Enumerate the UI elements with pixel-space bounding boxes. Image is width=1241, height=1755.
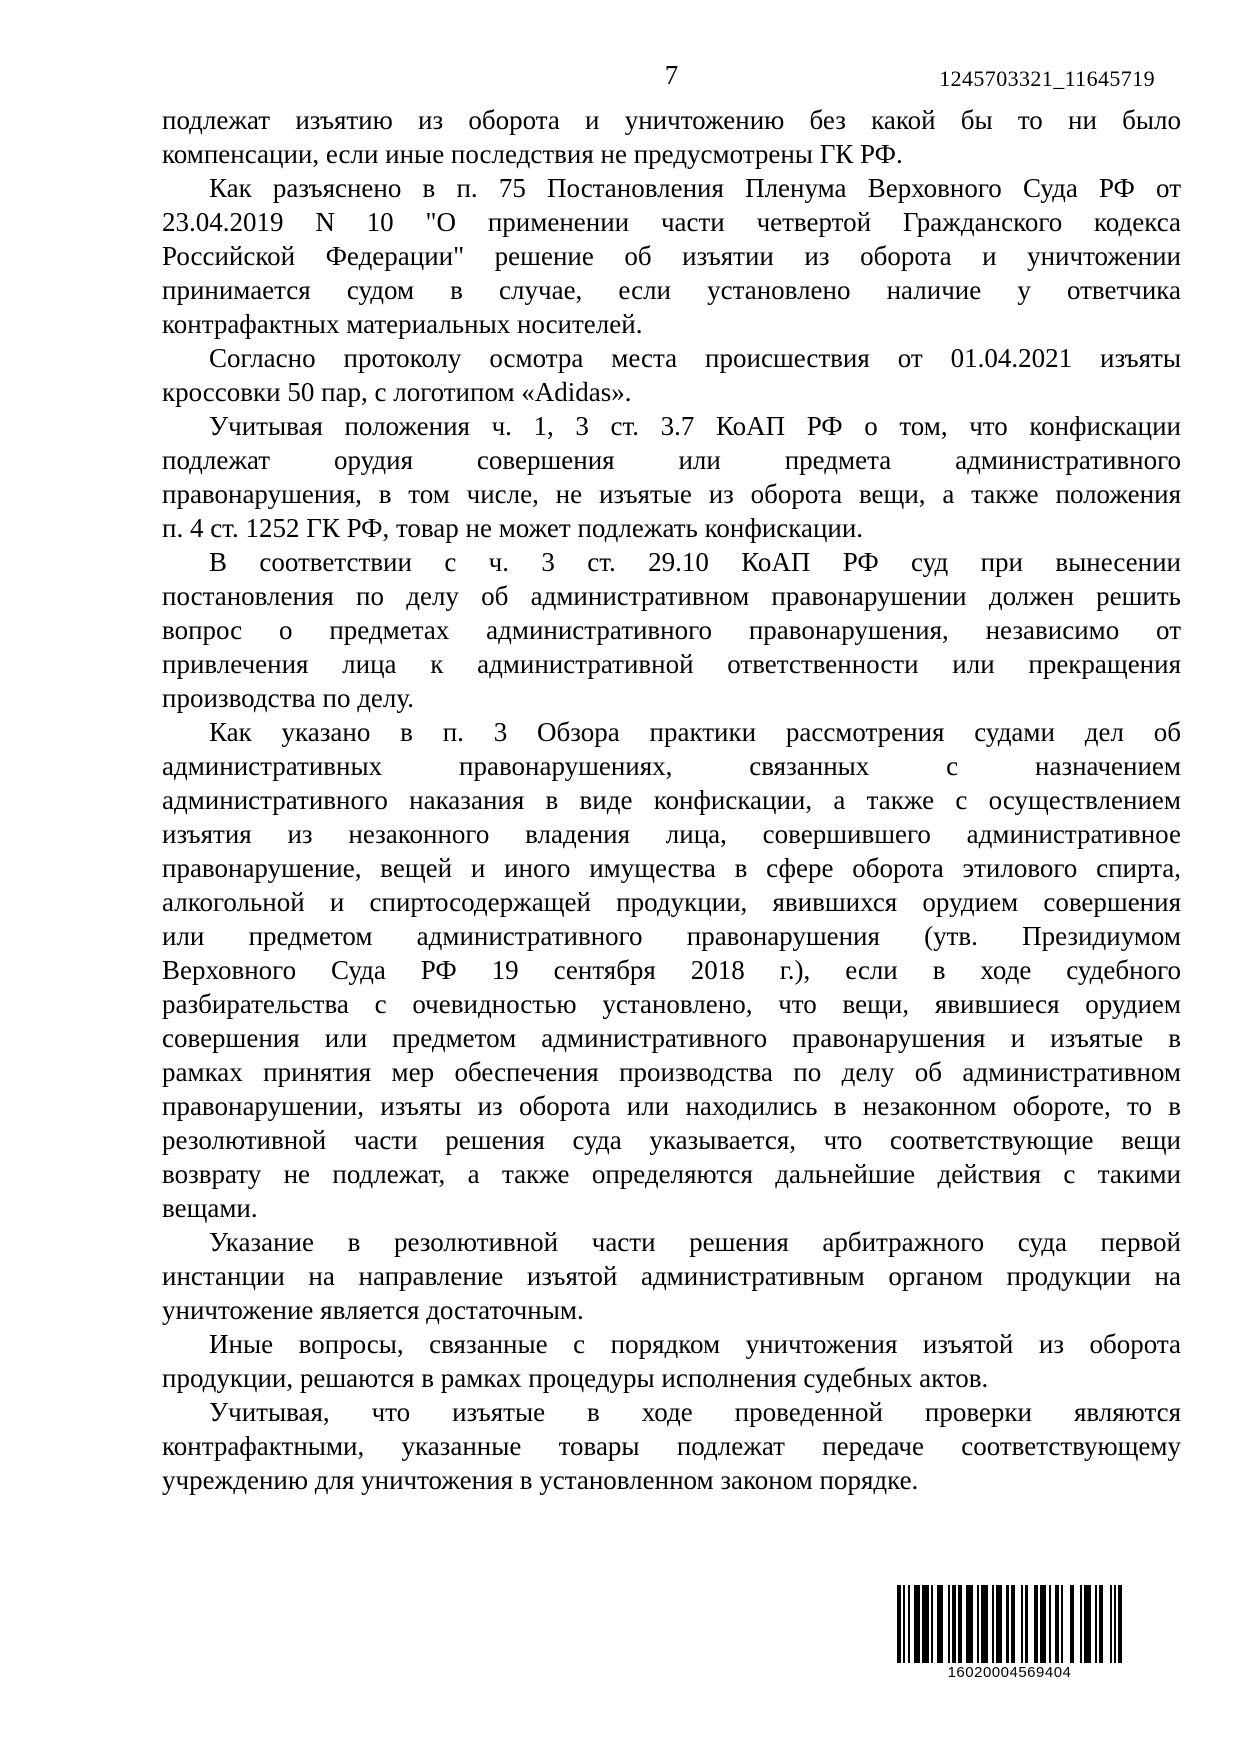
text-line: административного наказания в виде конфискации, а также с осуществлением [162,785,1181,815]
text-line: совершения или предметом административного правонарушения и изъятые в [162,1023,1181,1053]
paragraph [162,341,1181,409]
text-line: постановления по делу об административном правонарушении должен решить [162,581,1181,611]
paragraph [162,545,1181,715]
text-line: В соответствии с ч. 3 ст. 29.10 КоАП РФ суд при вынесении [209,547,1181,577]
text-line: административных правонарушениях, связанных с назначением [162,751,1181,781]
text-line: Как указано в п. 3 Обзора практики рассмотрения судами дел об [209,717,1181,747]
paragraph [162,171,1181,341]
text-line: производства по делу. [162,683,414,713]
text-line: возврату не подлежат, а также определяются дальнейшие действия с такими [162,1159,1181,1189]
text-line: продукции, решаются в рамках процедуры исполнения судебных актов. [162,1363,989,1393]
text-line: инстанции на направление изъятой административным органом продукции на [162,1261,1181,1291]
text-line: Учитывая, что изъятые в ходе проведенной проверки являются [209,1397,1181,1427]
text-line: учреждению для уничтожения в установленном законом порядке. [162,1465,919,1495]
text-line: привлечения лица к административной ответственности или прекращения [162,649,1181,679]
text-line: кроссовки 50 пар, с логотипом «Adidas». [162,377,632,407]
paragraph [162,1225,1181,1327]
text-line: вещами. [162,1193,258,1223]
paragraph [162,103,1181,171]
text-line: Согласно протоколу осмотра места происшествия от 01.04.2021 изъяты [209,343,1181,373]
paragraph [162,715,1181,1225]
barcode-bars [897,1585,1122,1663]
page-number: 7 [664,60,679,90]
barcode-number: 16020004569404 [947,1664,1072,1681]
text-line: контрафактных материальных носителей. [162,309,643,339]
text-line: Учитывая положения ч. 1, 3 ст. 3.7 КоАП РФ о том, что конфискации [209,411,1181,441]
text-line: правонарушение, вещей и иного имущества в сфере оборота этилового спирта, [162,853,1181,883]
text-line: Российской Федерации" решение об изъятии из оборота и уничтожении [162,241,1181,271]
paragraph [162,409,1181,545]
text-line: компенсации, если иные последствия не предусмотрены ГК РФ. [162,139,903,169]
text-line: разбирательства с очевидностью установлено, что вещи, явившиеся орудием [162,989,1181,1019]
text-line: Как разъяснено в п. 75 Постановления Пленума Верховного Суда РФ от [209,173,1181,203]
text-line: вопрос о предметах административного правонарушения, независимо от [162,615,1181,645]
text-line: правонарушения, в том числе, не изъятые из оборота вещи, а также положения [162,479,1181,509]
document-id: 1245703321_11645719 [939,66,1155,91]
text-line: Указание в резолютивной части решения арбитражного суда первой [209,1227,1181,1257]
text-line: изъятия из незаконного владения лица, совершившего административное [162,819,1181,849]
text-line: принимается судом в случае, если установлено наличие у ответчика [162,275,1181,305]
barcode-bar [1118,1585,1122,1663]
text-line: п. 4 ст. 1252 ГК РФ, товар не может подлежать конфискации. [162,513,864,543]
text-line: алкогольной и спиртосодержащей продукции, явившихся орудием совершения [162,887,1181,917]
text-line: Иные вопросы, связанные с порядком уничтожения изъятой из оборота [209,1329,1181,1359]
text-line: или предметом административного правонарушения (утв. Президиумом [162,921,1181,951]
text-line: правонарушении, изъяты из оборота или находились в незаконном обороте, то в [162,1091,1181,1121]
text-line: резолютивной части решения суда указывается, что соответствующие вещи [162,1125,1181,1155]
text-line: подлежат орудия совершения или предмета административного [162,445,1181,475]
text-line: Верховного Суда РФ 19 сентября 2018 г.), если в ходе судебного [162,955,1181,985]
paragraph [162,1395,1181,1497]
document-body [162,103,1181,1497]
text-line: подлежат изъятию из оборота и уничтожению без какой бы то ни было [162,105,1181,135]
text-line: уничтожение является достаточным. [162,1295,584,1325]
barcode [897,1585,1122,1681]
text-line: контрафактными, указанные товары подлежат передаче соответствующему [162,1431,1181,1461]
text-line: рамках принятия мер обеспечения производства по делу об административном [162,1057,1181,1087]
text-line: 23.04.2019 N 10 "О применении части четвертой Гражданского кодекса [162,207,1181,237]
paragraph [162,1327,1181,1395]
